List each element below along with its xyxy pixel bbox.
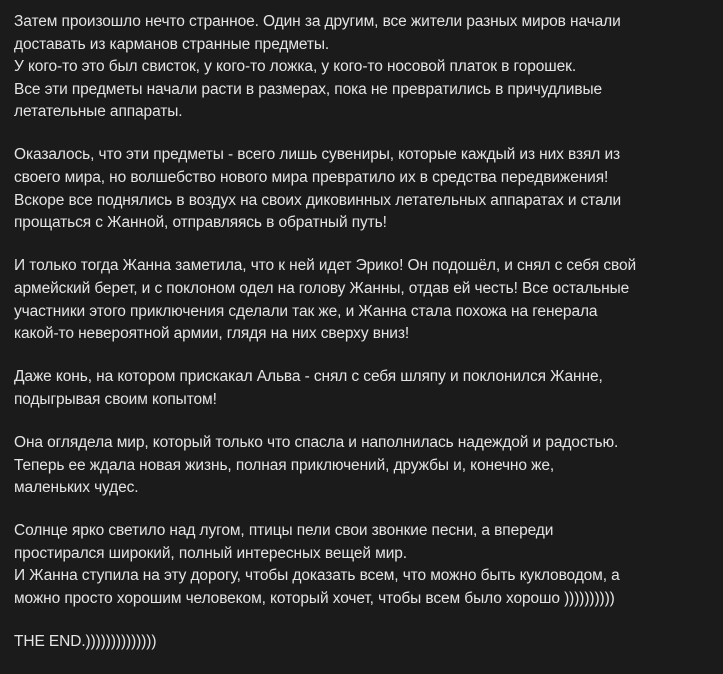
- text-line: летательные аппараты.: [14, 103, 183, 121]
- paragraph-end: [14, 631, 714, 654]
- paragraph-4: [14, 366, 714, 411]
- text-line: Все эти предметы начали расти в размерах, пока не превратились в причудливые: [14, 80, 603, 98]
- text-line: Даже конь, на котором прискакал Альва - снял с себя шляпу и поклонился Жанне,: [14, 368, 603, 386]
- text-line: И Жанна ступила на эту дорогу, чтобы доказать всем, что можно быть кукловодом, а: [14, 567, 620, 585]
- paragraph-3: [14, 255, 714, 345]
- text-line: И только тогда Жанна заметила, что к ней идет Эрико! Он подошёл, и снял с себя свой: [14, 257, 637, 275]
- text-line: какой-то невероятной армии, глядя на них сверху вниз!: [14, 325, 410, 343]
- text-line: прощаться с Жанной, отправляясь в обратный путь!: [14, 214, 387, 232]
- text-line: участники этого приключения сделали так же, и Жанна стала похожа на генерала: [14, 302, 598, 320]
- paragraph-2: [14, 144, 714, 234]
- text-line: доставать из карманов странные предметы.: [14, 35, 330, 53]
- text-line: армейский берет, и с поклоном одел на голову Жанны, отдав ей честь! Все остальные: [14, 279, 630, 297]
- text-line: Оказалось, что эти предметы - всего лишь сувениры, которые каждый из них взял из: [14, 146, 621, 164]
- text-line: Солнце ярко светило над лугом, птицы пели свои звонкие песни, а впереди: [14, 522, 554, 540]
- the-end-line: THE END.)))))))))))))): [14, 633, 157, 651]
- paragraph-6: [14, 520, 714, 610]
- text-line: Она оглядела мир, который только что спасла и наполнилась надеждой и радостью.: [14, 433, 619, 451]
- text-line: можно просто хорошим человеком, который хочет, чтобы всем было хорошо )))))))))): [14, 589, 615, 607]
- text-line: Затем произошло нечто странное. Один за другим, все жители разных миров начали: [14, 13, 621, 30]
- story-text: [14, 11, 714, 674]
- text-line: простирался широкий, полный интересных вещей мир.: [14, 544, 407, 562]
- text-line: маленьких чудес.: [14, 479, 139, 497]
- text-line: своего мира, но волшебство нового мира превратило их в средства передвижения!: [14, 169, 609, 187]
- paragraph-1: [14, 11, 714, 124]
- text-line: Вскоре все поднялись в воздух на своих диковинных летательных аппаратах и стали: [14, 191, 622, 209]
- text-line: У кого-то это был свисток, у кого-то ложка, у кого-то носовой платок в горошек.: [14, 58, 577, 76]
- paragraph-5: [14, 432, 714, 500]
- text-line: Теперь ее ждала новая жизнь, полная приключений, дружбы и, конечно же,: [14, 456, 555, 474]
- text-line: подыгрывая своим копытом!: [14, 390, 217, 408]
